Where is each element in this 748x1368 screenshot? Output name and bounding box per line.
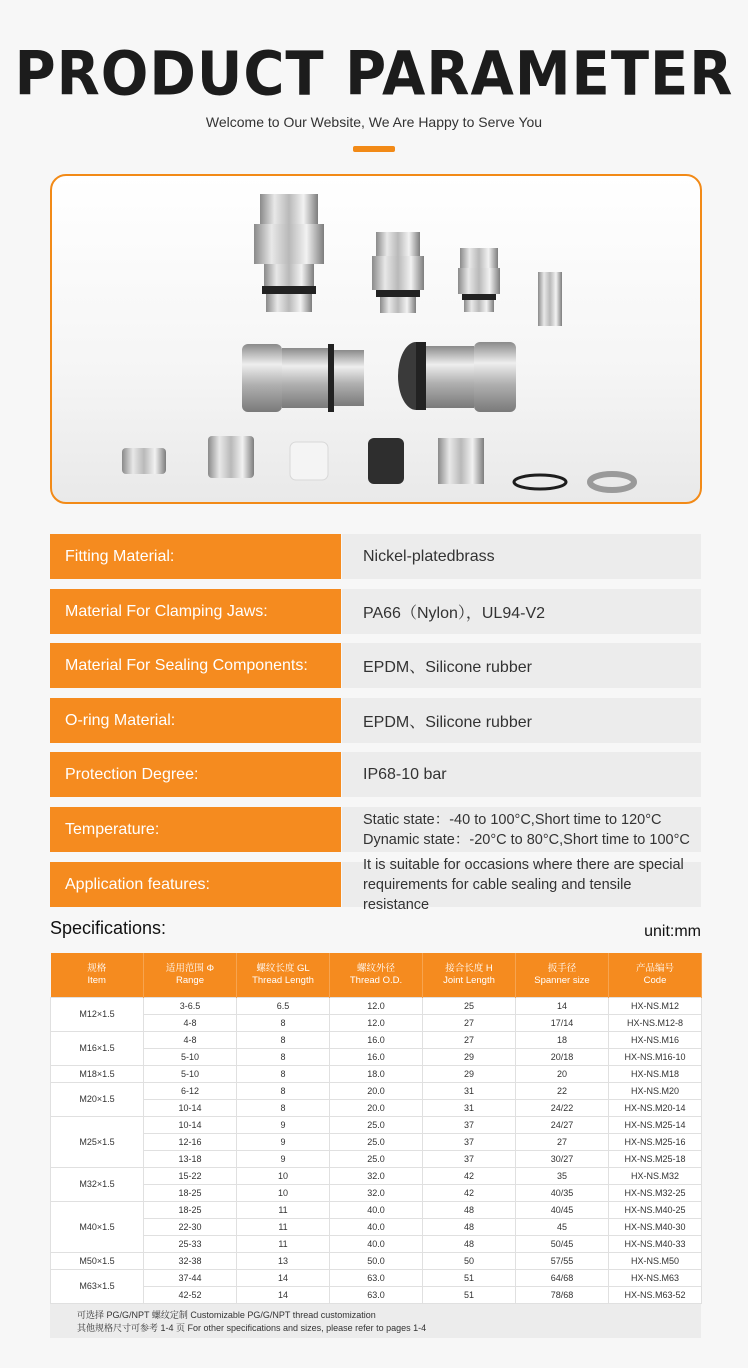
table-cell: 9 (237, 1133, 330, 1150)
table-cell: 25-33 (144, 1235, 237, 1252)
table-cell: HX-NS.M63 (609, 1269, 702, 1286)
table-cell: 8 (237, 1099, 330, 1116)
column-header-cn: 规格 (87, 962, 107, 974)
column-header (423, 953, 516, 997)
table-cell: 6-12 (144, 1082, 237, 1099)
param-label: O-ring Material: (50, 698, 341, 743)
table-cell: 48 (423, 1235, 516, 1252)
item-cell: M16×1.5 (51, 1031, 144, 1065)
table-cell: HX-NS.M18 (609, 1065, 702, 1082)
item-cell: M20×1.5 (51, 1082, 144, 1116)
column-header-cn: 接合长度 H (445, 962, 493, 974)
table-cell: 16.0 (330, 1031, 423, 1048)
cable-gland-illustration (52, 176, 702, 504)
table-row (51, 1065, 702, 1082)
table-cell: 6.5 (237, 997, 330, 1014)
table-cell: HX-NS.M40-25 (609, 1201, 702, 1218)
table-cell: 15-22 (144, 1167, 237, 1184)
table-cell: HX-NS.M16 (609, 1031, 702, 1048)
column-header-en: Spanner size (534, 974, 590, 986)
table-cell: 18.0 (330, 1065, 423, 1082)
table-cell: 32.0 (330, 1184, 423, 1201)
table-cell: 31 (423, 1082, 516, 1099)
table-row (51, 1031, 702, 1048)
param-value (342, 752, 701, 797)
part-o-ring (514, 475, 566, 489)
table-cell: 13 (237, 1252, 330, 1269)
param-row-fitting-material (50, 534, 701, 579)
table-cell: 11 (237, 1201, 330, 1218)
item-cell: M32×1.5 (51, 1167, 144, 1201)
param-value-line: Static state：-40 to 100°C,Short time to 120°C (363, 811, 662, 828)
table-row (51, 1048, 702, 1065)
table-cell: 17/14 (516, 1014, 609, 1031)
table-cell: 3-6.5 (144, 997, 237, 1014)
table-cell: 18-25 (144, 1201, 237, 1218)
param-label: Protection Degree: (50, 752, 341, 797)
table-cell: 40/35 (516, 1184, 609, 1201)
table-cell: 40/45 (516, 1201, 609, 1218)
gland-upright-small (458, 248, 500, 312)
table-cell: 37-44 (144, 1269, 237, 1286)
column-header (144, 953, 237, 997)
table-cell: 40.0 (330, 1218, 423, 1235)
table-cell: 14 (237, 1269, 330, 1286)
param-row-clamping-jaws (50, 589, 701, 634)
column-header-cn: 扳手径 (547, 962, 577, 974)
column-header-en: Joint Length (443, 974, 495, 986)
table-cell: 13-18 (144, 1150, 237, 1167)
table-cell: 48 (423, 1218, 516, 1235)
param-label: Temperature: (50, 807, 341, 852)
gland-upright-medium (372, 232, 424, 313)
table-cell: 27 (423, 1014, 516, 1031)
table-cell: 25 (423, 997, 516, 1014)
table-cell: 14 (237, 1286, 330, 1303)
table-row (51, 997, 702, 1014)
page-title: PRODUCT PARAMETER (14, 39, 734, 110)
param-value-line: EPDM、Silicone rubber (363, 714, 532, 731)
table-cell: 64/68 (516, 1269, 609, 1286)
item-cell: M25×1.5 (51, 1116, 144, 1167)
table-cell: 5-10 (144, 1048, 237, 1065)
column-header-cn: 产品编号 (635, 962, 674, 974)
table-cell: HX-NS.M12 (609, 997, 702, 1014)
param-value-line: It is suitable for occasions where there are special (363, 856, 684, 873)
part-body (438, 438, 484, 484)
table-cell: 14 (516, 997, 609, 1014)
table-cell: 25.0 (330, 1150, 423, 1167)
table-cell: 32-38 (144, 1252, 237, 1269)
table-cell: 4-8 (144, 1014, 237, 1031)
table-cell: 8 (237, 1014, 330, 1031)
param-value-line: EPDM、Silicone rubber (363, 659, 532, 676)
param-value-line: PA66（Nylon），UL94-V2 (363, 605, 546, 622)
column-header-en: Item (87, 974, 106, 986)
param-row-protection-degree (50, 752, 701, 797)
column-header-en: Code (643, 974, 667, 986)
table-row (51, 1150, 702, 1167)
param-value (342, 643, 701, 688)
footnote-line: 可选择 PG/G/NPT 螺纹定制 Customizable PG/G/NPT thread customization (77, 1310, 376, 1320)
table-cell: 37 (423, 1133, 516, 1150)
table-cell: 51 (423, 1269, 516, 1286)
param-row-temperature (50, 807, 701, 852)
table-cell: 8 (237, 1082, 330, 1099)
table-cell: HX-NS.M25-18 (609, 1150, 702, 1167)
param-value (342, 589, 701, 634)
table-cell: 32.0 (330, 1167, 423, 1184)
part-clamping-jaws (208, 436, 254, 478)
table-cell: 63.0 (330, 1269, 423, 1286)
param-label: Application features: (50, 862, 341, 907)
table-cell: 10 (237, 1184, 330, 1201)
table-cell: 78/68 (516, 1286, 609, 1303)
param-value (342, 807, 701, 852)
specifications-title: Specifications: (50, 918, 167, 938)
table-cell: 9 (237, 1150, 330, 1167)
column-header-cn: 螺纹长度 GL (256, 962, 310, 974)
param-value (342, 856, 701, 913)
table-row (51, 1014, 702, 1031)
table-cell: 29 (423, 1065, 516, 1082)
table-row (51, 1286, 702, 1303)
param-value-line: IP68-10 bar (363, 765, 447, 783)
table-row (51, 1082, 702, 1099)
table-cell: 35 (516, 1167, 609, 1184)
param-label: Material For Clamping Jaws: (50, 589, 341, 634)
part-clamp-cap (122, 448, 166, 474)
gland-upright-large (254, 194, 324, 312)
table-cell: 25.0 (330, 1116, 423, 1133)
param-value-line: Dynamic state：-20°C to 80°C,Short time to 100°C (363, 831, 690, 848)
table-cell: 5-10 (144, 1065, 237, 1082)
table-cell: 40.0 (330, 1235, 423, 1252)
page-subtitle: Welcome to Our Website, We Are Happy to Serve You (205, 114, 543, 130)
table-cell: 20.0 (330, 1082, 423, 1099)
table-cell: 57/55 (516, 1252, 609, 1269)
item-cell: M50×1.5 (51, 1252, 144, 1269)
table-cell: 10-14 (144, 1099, 237, 1116)
param-row-application-features (50, 856, 701, 913)
column-header (237, 953, 330, 997)
table-cell: 8 (237, 1065, 330, 1082)
table-cell: HX-NS.M32-25 (609, 1184, 702, 1201)
param-value-line: Nickel-platedbrass (363, 547, 495, 565)
table-cell: 42-52 (144, 1286, 237, 1303)
part-nylon-insert (290, 442, 328, 480)
item-cell: M63×1.5 (51, 1269, 144, 1303)
gland-upright-mini (538, 272, 562, 326)
item-cell: M12×1.5 (51, 997, 144, 1031)
table-cell: 42 (423, 1167, 516, 1184)
table-cell: 22 (516, 1082, 609, 1099)
table-cell: 11 (237, 1235, 330, 1252)
table-cell: 8 (237, 1031, 330, 1048)
table-cell: 48 (423, 1201, 516, 1218)
table-cell: HX-NS.M40-33 (609, 1235, 702, 1252)
table-cell: HX-NS.M25-14 (609, 1116, 702, 1133)
specifications-table (50, 953, 702, 1304)
column-header (330, 953, 423, 997)
footnote-line: 其他规格尺寸可参考 1-4 页 For other specifications and sizes, please refer to pages 1-4 (77, 1323, 427, 1333)
table-cell: 30/27 (516, 1150, 609, 1167)
table-row (51, 1252, 702, 1269)
table-cell: 18-25 (144, 1184, 237, 1201)
accent-divider (353, 146, 395, 152)
table-row (51, 1099, 702, 1116)
param-value (342, 534, 701, 579)
table-cell: 16.0 (330, 1048, 423, 1065)
table-row (51, 1235, 702, 1252)
table-row (51, 1269, 702, 1286)
table-cell: 12.0 (330, 1014, 423, 1031)
table-cell: HX-NS.M20 (609, 1082, 702, 1099)
table-cell: 42 (423, 1184, 516, 1201)
table-cell: 12-16 (144, 1133, 237, 1150)
table-cell: 45 (516, 1218, 609, 1235)
table-cell: 37 (423, 1150, 516, 1167)
column-header (51, 953, 144, 997)
gland-horizontal-right (398, 342, 516, 412)
table-cell: HX-NS.M40-30 (609, 1218, 702, 1235)
part-seal (368, 438, 404, 484)
param-value-line: requirements for cable sealing and tensile resistance (363, 876, 632, 913)
table-cell: 40.0 (330, 1201, 423, 1218)
item-cell: M18×1.5 (51, 1065, 144, 1082)
table-cell: 50.0 (330, 1252, 423, 1269)
table-cell: 27 (516, 1133, 609, 1150)
table-cell: 10-14 (144, 1116, 237, 1133)
table-row (51, 1167, 702, 1184)
product-photo (50, 174, 702, 504)
table-cell: HX-NS.M32 (609, 1167, 702, 1184)
param-row-o-ring-material (50, 698, 701, 743)
param-label: Material For Sealing Components: (50, 643, 341, 688)
table-cell: 18 (516, 1031, 609, 1048)
table-cell: 51 (423, 1286, 516, 1303)
column-header-en: Thread Length (252, 974, 314, 986)
table-cell: 63.0 (330, 1286, 423, 1303)
table-row (51, 1201, 702, 1218)
part-lock-nut (590, 474, 634, 490)
table-cell: 8 (237, 1048, 330, 1065)
gland-horizontal-left (242, 344, 364, 412)
item-cell: M40×1.5 (51, 1201, 144, 1252)
table-cell: 9 (237, 1116, 330, 1133)
table-cell: HX-NS.M63-52 (609, 1286, 702, 1303)
column-header-cn: 螺纹外径 (356, 962, 395, 974)
table-cell: 20/18 (516, 1048, 609, 1065)
table-cell: 31 (423, 1099, 516, 1116)
table-cell: 22-30 (144, 1218, 237, 1235)
table-row (51, 1116, 702, 1133)
table-cell: HX-NS.M12-8 (609, 1014, 702, 1031)
footnote (50, 1304, 701, 1338)
table-cell: HX-NS.M16-10 (609, 1048, 702, 1065)
table-cell: HX-NS.M20-14 (609, 1099, 702, 1116)
table-cell: 50/45 (516, 1235, 609, 1252)
table-row (51, 1218, 702, 1235)
table-cell: 20.0 (330, 1099, 423, 1116)
param-row-sealing-components (50, 643, 701, 688)
param-value (342, 698, 701, 743)
table-cell: 11 (237, 1218, 330, 1235)
table-cell: 29 (423, 1048, 516, 1065)
table-cell: 37 (423, 1116, 516, 1133)
param-label: Fitting Material: (50, 534, 341, 579)
column-header-cn: 适用范围 Φ (165, 962, 215, 974)
column-header (609, 953, 702, 997)
table-cell: 20 (516, 1065, 609, 1082)
table-cell: 24/22 (516, 1099, 609, 1116)
table-cell: 10 (237, 1167, 330, 1184)
table-row (51, 1184, 702, 1201)
column-header-en: Range (176, 974, 204, 986)
table-cell: 27 (423, 1031, 516, 1048)
table-cell: 12.0 (330, 997, 423, 1014)
table-body (51, 997, 702, 1303)
table-header-row (51, 953, 702, 997)
table-cell: 50 (423, 1252, 516, 1269)
unit-label: unit:mm (644, 923, 701, 940)
table-cell: 25.0 (330, 1133, 423, 1150)
table-row (51, 1133, 702, 1150)
column-header-en: Thread O.D. (349, 974, 403, 986)
table-cell: 4-8 (144, 1031, 237, 1048)
table-cell: 24/27 (516, 1116, 609, 1133)
table-cell: HX-NS.M50 (609, 1252, 702, 1269)
column-header (516, 953, 609, 997)
table-cell: HX-NS.M25-16 (609, 1133, 702, 1150)
